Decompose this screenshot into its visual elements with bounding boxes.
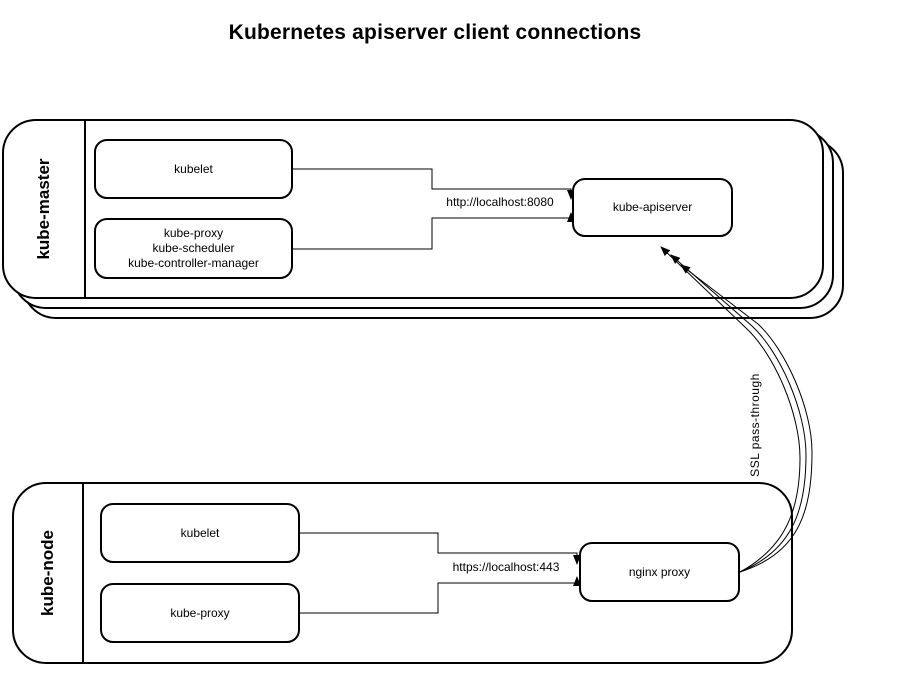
master-services-node [94,218,293,279]
node-nginx-node [579,542,740,602]
master-kubelet-node [94,139,293,199]
master-kubelet-label: kubelet [174,161,213,176]
master-apiserver-label: kube-apiserver [612,200,693,214]
master-services-line-1: kube-proxy [163,226,224,240]
node-nginx-label: nginx proxy [628,564,691,579]
node-edge-url-label: https://localhost:443 [452,560,560,574]
master-edge-url-label: http://localhost:8080 [446,195,554,209]
node-kubeproxy-node [100,583,300,643]
master-group-label: kube-master [34,158,53,260]
master-apiserver-node [572,178,733,237]
diagram-title: Kubernetes apiserver client connections [228,21,642,44]
node-kubelet-label: kubelet [180,525,220,540]
node-group-label: kube-node [38,530,57,616]
node-kubeproxy-label: kube-proxy [170,605,230,620]
ssl-passthrough-label: SSL pass-through [748,373,762,477]
master-services-line-2: kube-scheduler [152,241,235,255]
master-services-line-3: kube-controller-manager [128,256,259,270]
node-kubelet-node [100,503,300,563]
